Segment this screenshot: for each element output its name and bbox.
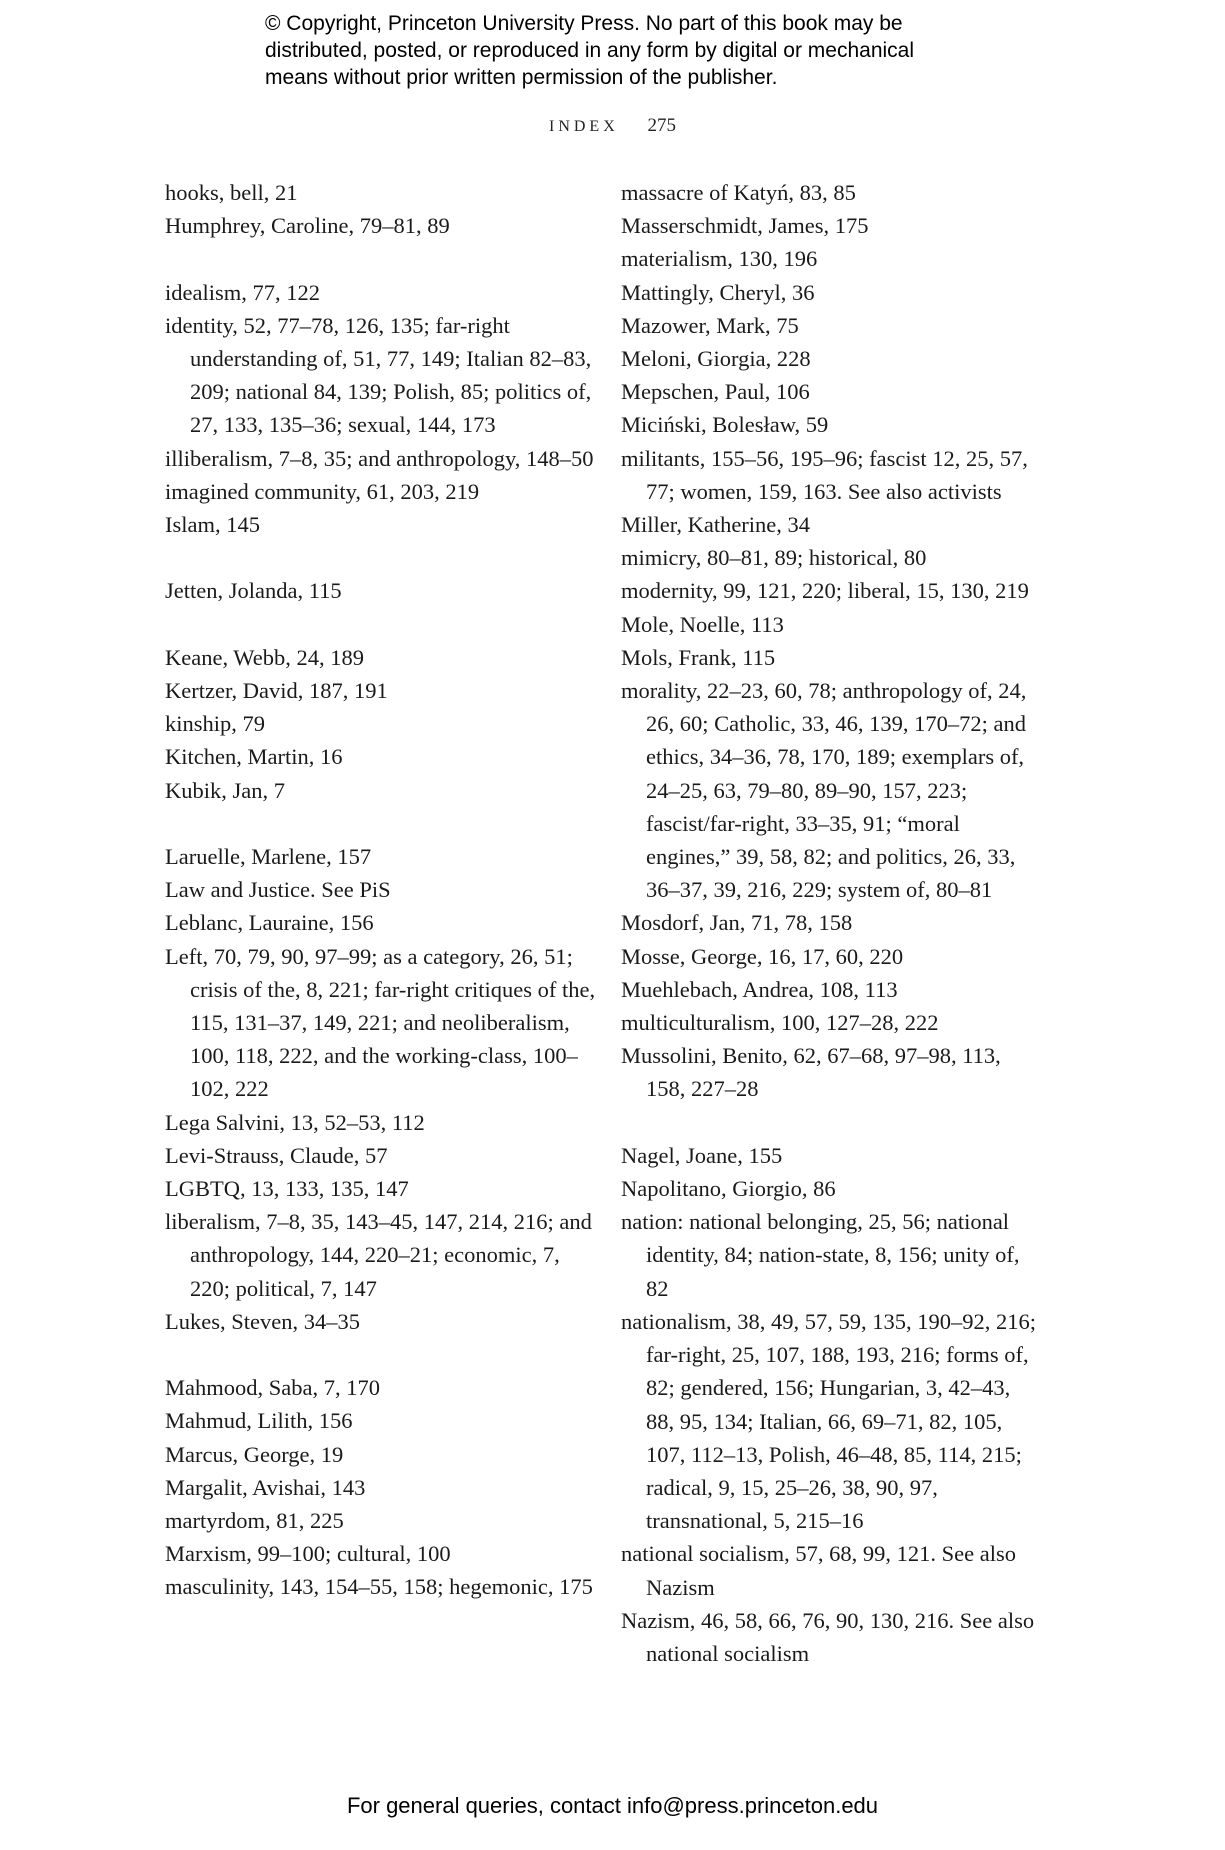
index-entry: massacre of Katyń, 83, 85: [621, 180, 856, 205]
index-entry: nation: national belonging, 25, 56; national identity, 84; nation-state, 8, 156; unity of, 82: [621, 1209, 1020, 1301]
index-entry: Humphrey, Caroline, 79–81, 89: [165, 213, 450, 239]
index-entry: Marcus, George, 19: [165, 1441, 344, 1467]
index-entry: Mattingly, Cheryl, 36: [621, 279, 815, 305]
index-entry: liberalism, 7–8, 35, 143–45, 147, 214, 216; and anthropology, 144, 220–21; economic, 7, 220; political, 7, 147: [165, 1209, 592, 1301]
index-entry: Levi-Strauss, Claude, 57: [165, 1142, 388, 1168]
index-entry: modernity, 99, 121, 220; liberal, 15, 130, 219: [621, 578, 1029, 604]
letter-group-separator: [621, 1106, 1041, 1139]
index-entry: Mussolini, Benito, 62, 67–68, 97–98, 113, 158, 227–28: [621, 1043, 1001, 1102]
index-entry: Mole, Noelle, 113: [621, 611, 784, 637]
index-entry: Jetten, Jolanda, 115: [165, 578, 342, 604]
index-entry: Laruelle, Marlene, 157: [165, 844, 372, 869]
index-entry: morality, 22–23, 60, 78; anthropology of, 24, 26, 60; Catholic, 33, 46, 139, 170–72; and ethics, 34–36, 78, 170, 189; exemplars of, 24–25, 63, 79–80, 89–90, 157, 223; fascist/far-right, 33–35, 91; “moral engines,” 39, 58, 82; and politics, 26, 33, 36–37, 39, 216, 229; system of, 80–81: [621, 678, 1027, 903]
index-entry: idealism, 77, 122: [165, 279, 320, 305]
letter-group-separator: [165, 242, 605, 275]
index-entry: militants, 155–56, 195–96; fascist 12, 25, 57, 77; women, 159, 163. See also activists: [621, 445, 1028, 504]
index-entry: Muehlebach, Andrea, 108, 113: [621, 976, 898, 1002]
index-entry: illiberalism, 7–8, 35; and anthropology, 148–50: [165, 445, 594, 471]
index-entry: Mosse, George, 16, 17, 60, 220: [621, 943, 904, 969]
index-entry: masculinity, 143, 154–55, 158; hegemonic, 175: [165, 1574, 593, 1600]
index-entry: Islam, 145: [165, 512, 260, 538]
copyright-line: © Copyright, Princeton University Press. No part of this book may be: [265, 12, 903, 35]
index-entry: Nagel, Joane, 155: [621, 1142, 783, 1168]
index-entry: Kitchen, Martin, 16: [165, 744, 343, 770]
index-entry: Mazower, Mark, 75: [621, 312, 799, 338]
index-entry: Mosdorf, Jan, 71, 78, 158: [621, 910, 853, 936]
index-entry: Masserschmidt, James, 175: [621, 213, 869, 239]
index-entry: multiculturalism, 100, 127–28, 222: [621, 1010, 939, 1036]
letter-group-separator: [165, 541, 605, 574]
index-entry: Meloni, Giorgia, 228: [621, 346, 811, 372]
index-entry: Napolitano, Giorgio, 86: [621, 1176, 836, 1202]
index-entry: Lukes, Steven, 34–35: [165, 1308, 360, 1334]
copyright-notice: [265, 10, 1025, 91]
index-entry: martyrdom, 81, 225: [165, 1508, 344, 1534]
index-entry: Mahmud, Lilith, 156: [165, 1408, 353, 1434]
running-head-label: INDEX: [548, 118, 619, 135]
footer-contact: For general queries, contact info@press.princeton.edu: [346, 1793, 879, 1818]
index-entry: Keane, Webb, 24, 189: [165, 644, 364, 670]
index-entry: imagined community, 61, 203, 219: [165, 478, 480, 504]
index-entry: Leblanc, Lauraine, 156: [165, 910, 374, 936]
letter-group-separator: [165, 608, 605, 641]
index-entry: Mepschen, Paul, 106: [621, 379, 810, 405]
index-entry: kinship, 79: [165, 711, 266, 737]
index-entry: hooks, bell, 21: [165, 180, 298, 205]
letter-group-separator: [165, 807, 605, 840]
index-entry: Margalit, Avishai, 143: [165, 1474, 366, 1500]
index-entry: LGBTQ, 13, 133, 135, 147: [165, 1176, 409, 1202]
index-entry: materialism, 130, 196: [621, 246, 818, 272]
index-entry: Mols, Frank, 115: [621, 644, 776, 670]
index-entry: Law and Justice. See PiS: [165, 877, 391, 903]
running-head: [0, 115, 1225, 137]
index-entry: nationalism, 38, 49, 57, 59, 135, 190–92, 216; far-right, 25, 107, 188, 193, 216; forms of, 82; gendered, 156; Hungarian, 3, 42–43, 88, 95, 134; Italian, 66, 69–71, 82, 105, 107, 112–13, Polish, 46–48, 85, 114, 215; radical, 9, 15, 25–26, 38, 90, 97, transnational, 5, 215–16: [621, 1308, 1036, 1534]
index-entry: Nazism, 46, 58, 66, 76, 90, 130, 216. See also national socialism: [621, 1607, 1035, 1666]
index-entry: Miller, Katherine, 34: [621, 512, 811, 538]
index-entry: identity, 52, 77–78, 126, 135; far-right understanding of, 51, 77, 149; Italian 82–83, 209; national 84, 139; Polish, 85; politics of, 27, 133, 135–36; sexual, 144, 173: [165, 312, 592, 438]
index-entry: Miciński, Bolesław, 59: [621, 412, 829, 438]
index-column-right: [621, 176, 1041, 1670]
index-entry: Marxism, 99–100; cultural, 100: [165, 1541, 451, 1567]
index-entry: Left, 70, 79, 90, 97–99; as a category, 26, 51; crisis of the, 8, 221; far-right critiques of the, 115, 131–37, 149, 221; and neoliberalism, 100, 118, 222, and the working-class, 100–102, 222: [165, 943, 596, 1102]
letter-group-separator: [165, 1338, 605, 1371]
page-number: 275: [647, 115, 676, 136]
index-entry: Mahmood, Saba, 7, 170: [165, 1375, 380, 1401]
index-column-left: [165, 176, 605, 1604]
index-entry: Kubik, Jan, 7: [165, 777, 285, 803]
copyright-line: means without prior written permission of the publisher.: [265, 66, 778, 89]
index-entry: national socialism, 57, 68, 99, 121. See also Nazism: [621, 1541, 1016, 1600]
copyright-line: distributed, posted, or reproduced in any form by digital or mechanical: [265, 39, 915, 62]
index-entry: Lega Salvini, 13, 52–53, 112: [165, 1109, 425, 1135]
index-entry: mimicry, 80–81, 89; historical, 80: [621, 545, 927, 571]
index-entry: Kertzer, David, 187, 191: [165, 678, 388, 703]
